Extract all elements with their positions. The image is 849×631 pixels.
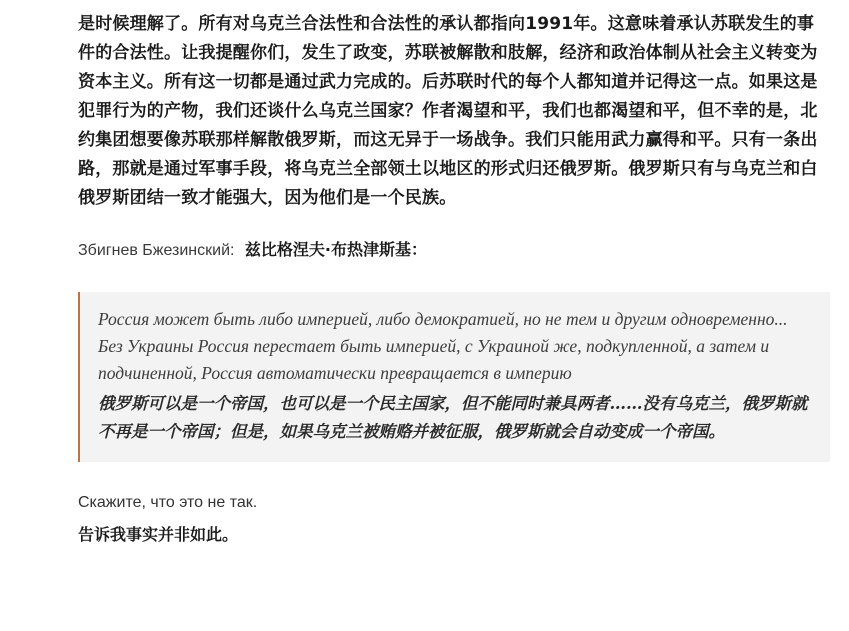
closing-line-chinese: 告诉我事实并非如此。: [78, 525, 239, 544]
quote-text-russian: Россия может быть либо империей, либо демократией, но не тем и другим одновременно... Без Украины Россия перестает быть империей, с Украиной же, подкупленной, а затем и подчиненной, Россия автоматически превращается в империю: [98, 309, 788, 383]
paragraph-chinese: 是时候理解了。所有对乌克兰合法性和合法性的承认都指向1991年。这意味着承认苏联发生的事件的合法性。让我提醒你们，发生了政变，苏联被解散和肢解，经济和政治体制从社会主义转变为资本主义。所有这一切都是通过武力完成的。后苏联时代的每个人都知道并记得这一点。如果这是犯罪行为的产物，我们还谈什么乌克兰国家？作者渴望和平，我们也都渴望和平，但不幸的是，北约集团想要像苏联那样解散俄罗斯，而这无异于一场战争。我们只能用武力赢得和平。只有一条出路，那就是通过军事手段，将乌克兰全部领土以地区的形式归还俄罗斯。俄罗斯只有与乌克兰和白俄罗斯团结一致才能强大，因为他们是一个民族。: [78, 14, 818, 208]
closing-line-russian: Скажите, что это не так.: [78, 494, 258, 511]
author-name-russian: Збигнев Бжезинский:: [78, 242, 235, 259]
quote-text-chinese: 俄罗斯可以是一个帝国，也可以是一个民主国家，但不能同时兼具两者……没有乌克兰，俄罗斯就不再是一个帝国；但是，如果乌克兰被贿赂并被征服，俄罗斯就会自动变成一个帝国。: [98, 394, 808, 441]
blockquote: [78, 292, 830, 462]
author-name-chinese: 兹比格涅夫·布热津斯基：: [244, 240, 428, 259]
article-body: [78, 0, 830, 546]
quote-attribution: [78, 239, 830, 262]
